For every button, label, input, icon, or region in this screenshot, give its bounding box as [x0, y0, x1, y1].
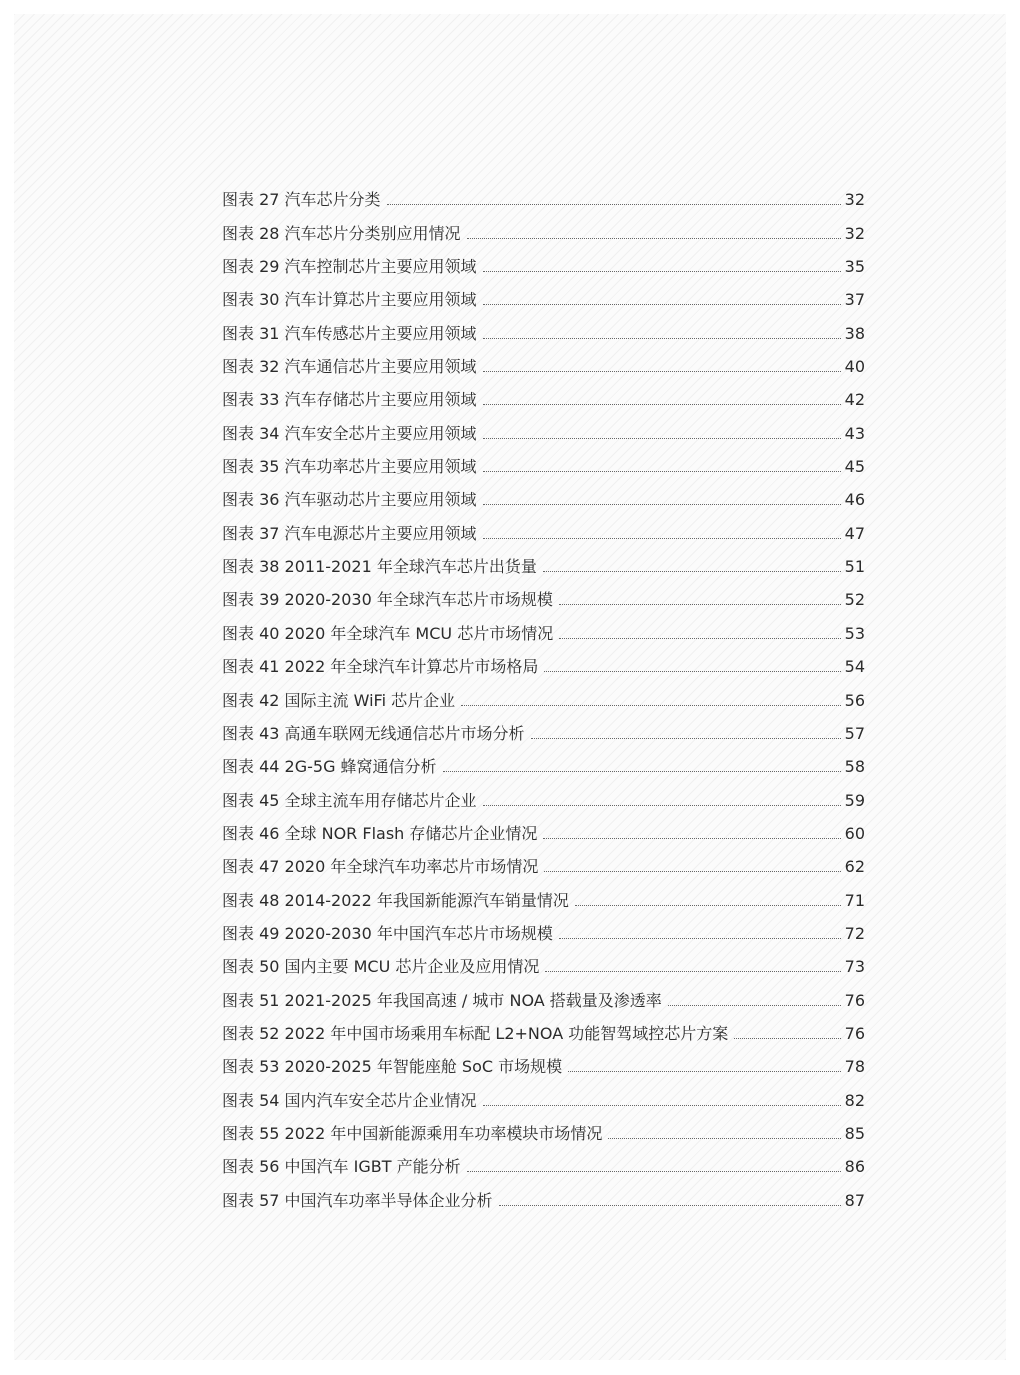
toc-dot-leader [387, 204, 841, 205]
toc-entry[interactable] [222, 450, 865, 483]
toc-entry-page-number: 86 [844, 1157, 865, 1177]
toc-entry-page-number: 56 [844, 690, 865, 710]
toc-dot-leader [544, 671, 840, 672]
toc-entry-page-number: 46 [844, 490, 865, 510]
toc-entry-label: 图表 31 汽车传感芯片主要应用领域 [222, 323, 477, 343]
toc-dot-leader [483, 538, 841, 539]
toc-entry[interactable] [222, 483, 865, 516]
toc-entry-label: 图表 49 2020-2030 年中国汽车芯片市场规模 [222, 923, 553, 943]
toc-entry-page-number: 51 [844, 557, 865, 577]
toc-entry-page-number: 38 [844, 323, 865, 343]
toc-entry[interactable] [222, 950, 865, 983]
toc-entry-label: 图表 39 2020-2030 年全球汽车芯片市场规模 [222, 590, 553, 610]
toc-entry[interactable] [222, 350, 865, 383]
toc-entry-label: 图表 37 汽车电源芯片主要应用领域 [222, 523, 477, 543]
toc-dot-leader [483, 271, 841, 272]
toc-entry-label: 图表 48 2014-2022 年我国新能源汽车销量情况 [222, 890, 569, 910]
toc-entry-page-number: 87 [844, 1190, 865, 1210]
toc-dot-leader [483, 1105, 841, 1106]
toc-entry[interactable] [222, 883, 865, 916]
toc-entry-label: 图表 40 2020 年全球汽车 MCU 芯片市场情况 [222, 623, 554, 643]
toc-entry-label: 图表 46 全球 NOR Flash 存储芯片企业情况 [222, 823, 538, 843]
toc-entry-label: 图表 36 汽车驱动芯片主要应用领域 [222, 490, 477, 510]
toc-entry[interactable] [222, 616, 865, 649]
toc-dot-leader [544, 871, 840, 872]
toc-dot-leader [483, 371, 841, 372]
toc-entry-label: 图表 55 2022 年中国新能源乘用车功率模块市场情况 [222, 1123, 603, 1143]
toc-entry[interactable] [222, 1050, 865, 1083]
toc-entry-page-number: 85 [844, 1123, 865, 1143]
toc-entry[interactable] [222, 850, 865, 883]
toc-dot-leader [531, 738, 841, 739]
toc-dot-leader [543, 571, 841, 572]
toc-entry-page-number: 78 [844, 1057, 865, 1077]
toc-entry-label: 图表 52 2022 年中国市场乘用车标配 L2+NOA 功能智驾域控芯片方案 [222, 1023, 729, 1043]
toc-entry[interactable] [222, 683, 865, 716]
toc-entry-label: 图表 43 高通车联网无线通信芯片市场分析 [222, 723, 525, 743]
toc-dot-leader [575, 905, 841, 906]
toc-entry-page-number: 58 [844, 757, 865, 777]
toc-entry-page-number: 45 [844, 457, 865, 477]
toc-entry-page-number: 47 [844, 523, 865, 543]
toc-dot-leader [559, 604, 841, 605]
toc-dot-leader [543, 838, 840, 839]
toc-entry-label: 图表 35 汽车功率芯片主要应用领域 [222, 457, 477, 477]
toc-dot-leader [608, 1138, 840, 1139]
toc-dot-leader [483, 404, 841, 405]
toc-entry[interactable] [222, 650, 865, 683]
toc-entry-page-number: 62 [844, 857, 865, 877]
toc-entry-label: 图表 32 汽车通信芯片主要应用领域 [222, 357, 477, 377]
toc-entry-label: 图表 45 全球主流车用存储芯片企业 [222, 790, 477, 810]
toc-entry-label: 图表 44 2G-5G 蜂窝通信分析 [222, 757, 437, 777]
toc-entry[interactable] [222, 516, 865, 549]
toc-entry[interactable] [222, 750, 865, 783]
toc-dot-leader [559, 938, 841, 939]
toc-entry-label: 图表 42 国际主流 WiFi 芯片企业 [222, 690, 456, 710]
toc-dot-leader [483, 471, 841, 472]
toc-dot-leader [483, 304, 841, 305]
toc-entry-page-number: 73 [844, 957, 865, 977]
toc-entry-page-number: 53 [844, 623, 865, 643]
toc-entry-label: 图表 28 汽车芯片分类别应用情况 [222, 223, 461, 243]
toc-entry-page-number: 71 [844, 890, 865, 910]
toc-entry[interactable] [222, 283, 865, 316]
toc-entry[interactable] [222, 550, 865, 583]
toc-entry-label: 图表 50 国内主要 MCU 芯片企业及应用情况 [222, 957, 540, 977]
toc-dot-leader [461, 705, 841, 706]
toc-entry[interactable] [222, 1117, 865, 1150]
toc-entry-page-number: 59 [844, 790, 865, 810]
toc-entry[interactable] [222, 817, 865, 850]
toc-dot-leader [545, 971, 840, 972]
toc-entry-page-number: 43 [844, 423, 865, 443]
toc-entry-label: 图表 57 中国汽车功率半导体企业分析 [222, 1190, 493, 1210]
toc-entry[interactable] [222, 917, 865, 950]
toc-entry-page-number: 42 [844, 390, 865, 410]
toc-dot-leader [443, 771, 841, 772]
toc-dot-leader [568, 1071, 841, 1072]
toc-entry-label: 图表 54 国内汽车安全芯片企业情况 [222, 1090, 477, 1110]
toc-entry-label: 图表 27 汽车芯片分类 [222, 190, 381, 210]
toc-entry[interactable] [222, 416, 865, 449]
toc-entry-label: 图表 38 2011-2021 年全球汽车芯片出货量 [222, 557, 537, 577]
toc-dot-leader [467, 238, 841, 239]
toc-dot-leader [668, 1005, 841, 1006]
toc-dot-leader [483, 438, 841, 439]
toc-entry-page-number: 76 [844, 1023, 865, 1043]
toc-entry[interactable] [222, 1017, 865, 1050]
toc-entry-label: 图表 33 汽车存储芯片主要应用领域 [222, 390, 477, 410]
toc-entry-page-number: 57 [844, 723, 865, 743]
toc-entry-page-number: 35 [844, 257, 865, 277]
toc-entry-label: 图表 29 汽车控制芯片主要应用领域 [222, 257, 477, 277]
toc-entry-label: 图表 53 2020-2025 年智能座舱 SoC 市场规模 [222, 1057, 563, 1077]
toc-dot-leader [483, 805, 841, 806]
toc-entry-page-number: 32 [844, 223, 865, 243]
toc-dot-leader [734, 1038, 840, 1039]
toc-entry[interactable] [222, 717, 865, 750]
toc-entry[interactable] [222, 1183, 865, 1216]
toc-entry-page-number: 54 [844, 657, 865, 677]
toc-entry-label: 图表 56 中国汽车 IGBT 产能分析 [222, 1157, 461, 1177]
toc-dot-leader [467, 1171, 841, 1172]
toc-dot-leader [559, 638, 840, 639]
toc-entry[interactable] [222, 1083, 865, 1116]
toc-entry-page-number: 52 [844, 590, 865, 610]
toc-entry[interactable] [222, 383, 865, 416]
toc-entry-page-number: 76 [844, 990, 865, 1010]
toc-entry[interactable] [222, 316, 865, 349]
toc-dot-leader [483, 338, 841, 339]
toc-entry-page-number: 37 [844, 290, 865, 310]
toc-entry[interactable] [222, 983, 865, 1016]
toc-entry-label: 图表 47 2020 年全球汽车功率芯片市场情况 [222, 857, 539, 877]
toc-entry-label: 图表 51 2021-2025 年我国高速 / 城市 NOA 搭载量及渗透率 [222, 990, 662, 1010]
toc-entry-label: 图表 30 汽车计算芯片主要应用领域 [222, 290, 477, 310]
toc-entry-page-number: 72 [844, 923, 865, 943]
toc-entry-label: 图表 41 2022 年全球汽车计算芯片市场格局 [222, 657, 539, 677]
toc-entry[interactable] [222, 250, 865, 283]
toc-entry[interactable] [222, 583, 865, 616]
toc-entry-page-number: 40 [844, 357, 865, 377]
toc-dot-leader [483, 504, 841, 505]
table-of-figures [222, 183, 865, 1217]
toc-entry[interactable] [222, 216, 865, 249]
toc-entry[interactable] [222, 1150, 865, 1183]
toc-entry[interactable] [222, 783, 865, 816]
toc-entry-page-number: 82 [844, 1090, 865, 1110]
toc-entry[interactable] [222, 183, 865, 216]
toc-entry-label: 图表 34 汽车安全芯片主要应用领域 [222, 423, 477, 443]
toc-dot-leader [499, 1205, 841, 1206]
toc-entry-page-number: 32 [844, 190, 865, 210]
toc-entry-page-number: 60 [844, 823, 865, 843]
